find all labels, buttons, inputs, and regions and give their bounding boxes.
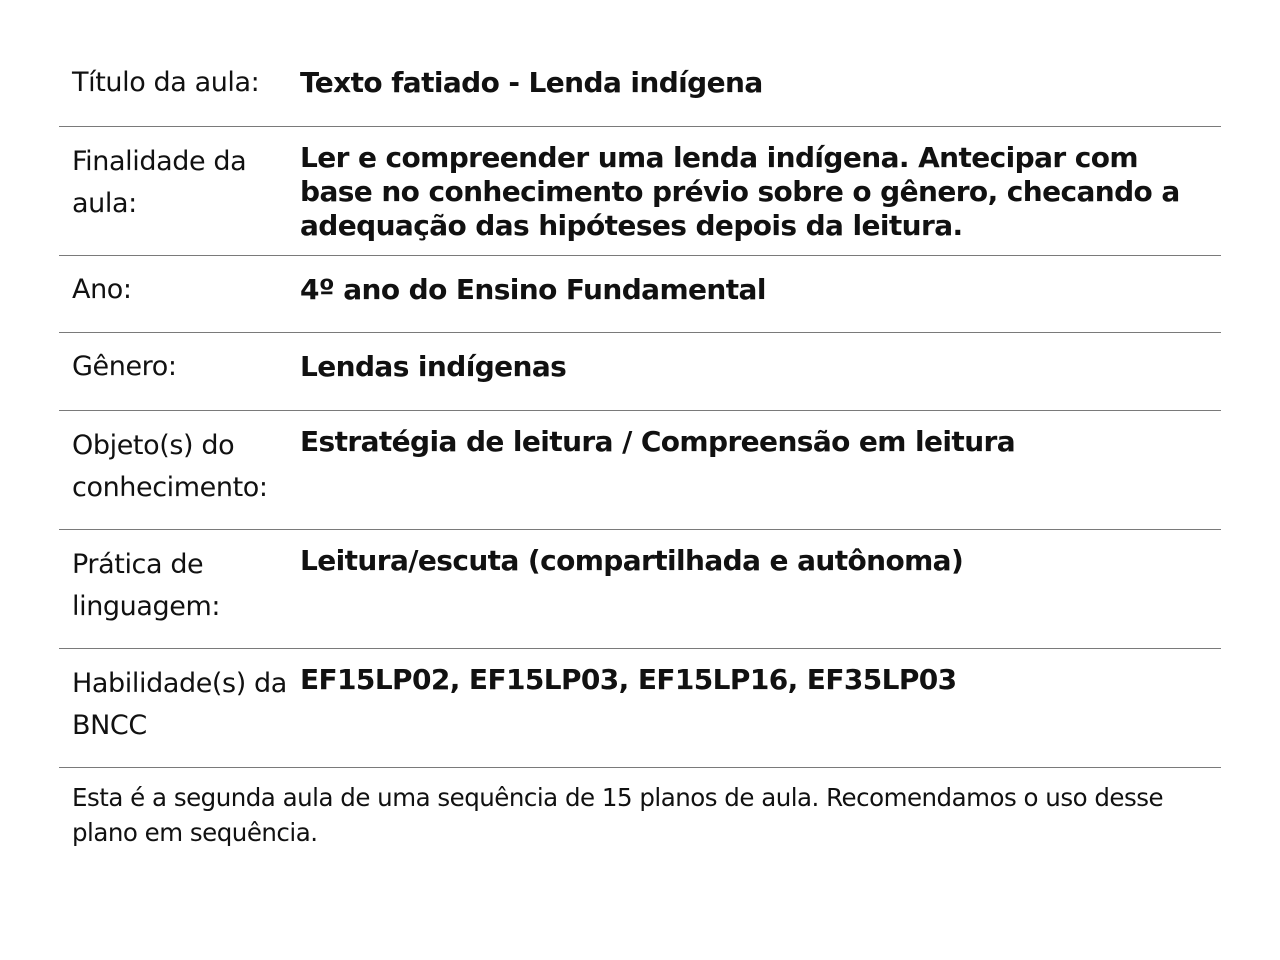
row-label: Gênero:	[72, 351, 177, 382]
row-label: Finalidade da aula:	[72, 146, 247, 219]
row-value: 4º ano do Ensino Fundamental	[300, 273, 766, 306]
row-lesson-title	[59, 48, 1221, 127]
row-year	[59, 256, 1221, 333]
row-language-practice	[59, 530, 1221, 649]
row-label: Título da aula:	[72, 67, 260, 98]
row-genre	[59, 333, 1221, 411]
row-value: Leitura/escuta (compartilhada e autônoma)	[300, 544, 964, 577]
row-label: Habilidade(s) da BNCC	[72, 668, 287, 741]
sequence-note: Esta é a segunda aula de uma sequência de 15 planos de aula. Recomendamos o uso desse plano em sequência.	[72, 783, 1164, 847]
row-label: Ano:	[72, 274, 132, 305]
row-value: Ler e compreender uma lenda indígena. Antecipar com base no conhecimento prévio sobre o gênero, checando a adequação das hipóteses depois da leitura.	[300, 141, 1180, 242]
row-value: Estratégia de leitura / Compreensão em leitura	[300, 425, 1016, 458]
row-label: Objeto(s) do conhecimento:	[72, 430, 268, 503]
row-value: Texto fatiado - Lenda indígena	[300, 66, 763, 99]
row-value: EF15LP02, EF15LP03, EF15LP16, EF35LP03	[300, 663, 957, 696]
row-lesson-purpose	[59, 127, 1221, 256]
row-bncc-skills	[59, 649, 1221, 768]
lesson-plan-table	[59, 48, 1221, 850]
row-label: Prática de linguagem:	[72, 549, 221, 622]
row-knowledge-object	[59, 411, 1221, 530]
row-value: Lendas indígenas	[300, 350, 567, 383]
